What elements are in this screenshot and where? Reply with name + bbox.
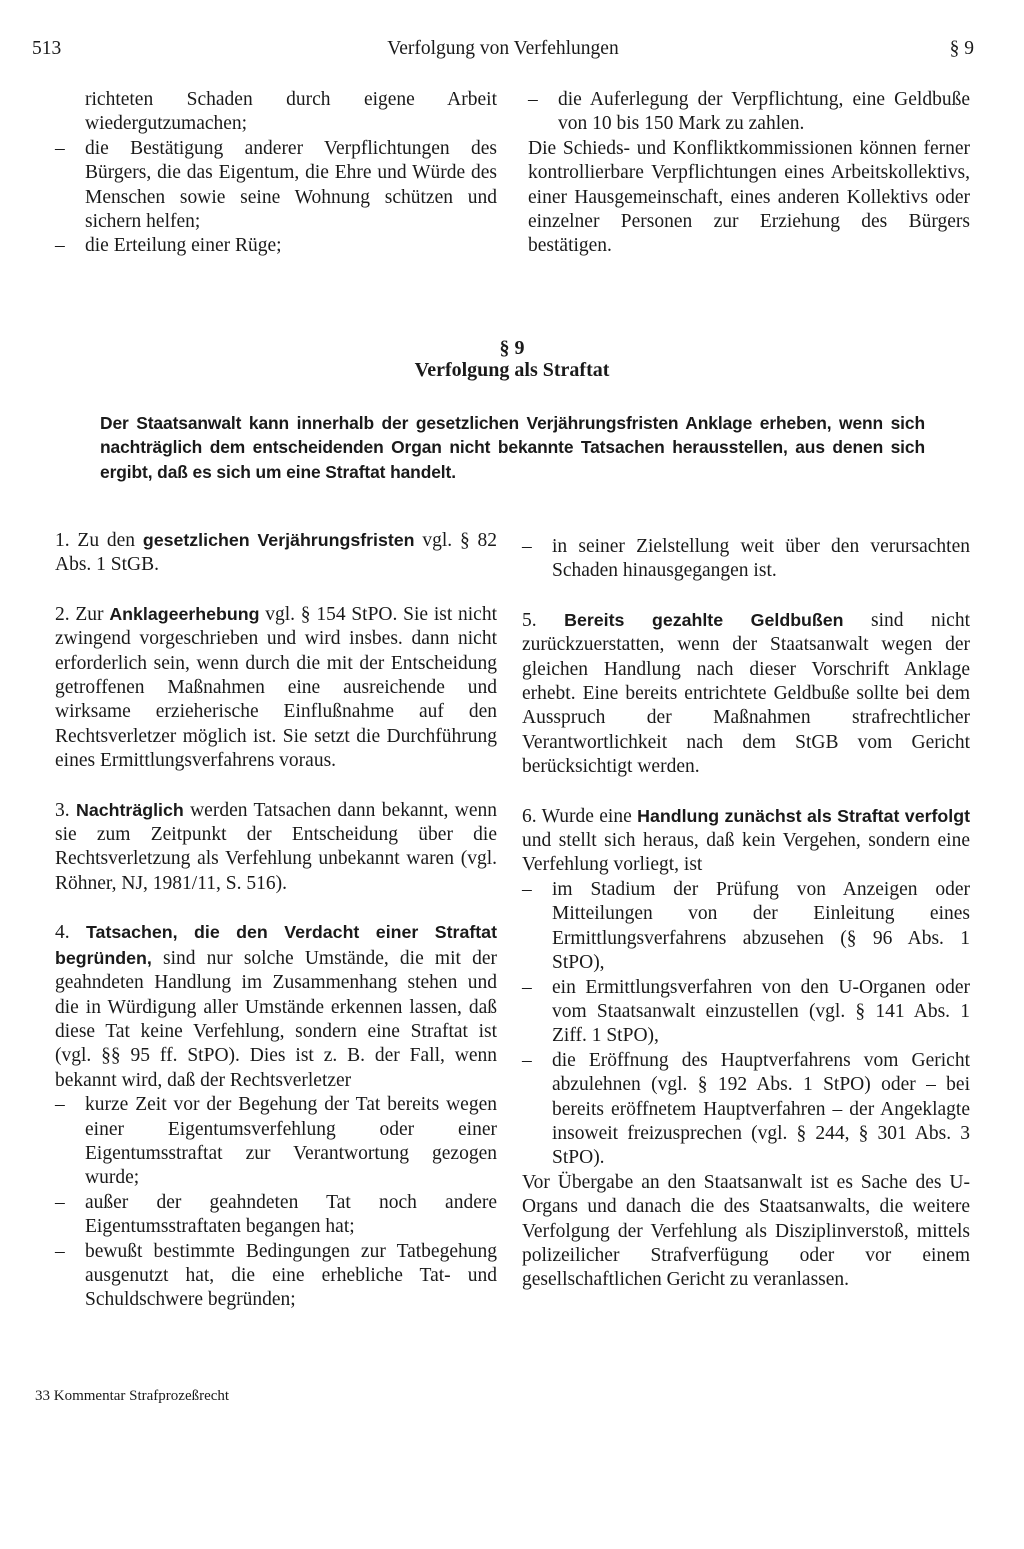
list-item-text: kurze Zeit vor der Begehung der Tat bereits wegen einer Eigentumsverfehlung oder einer Eigentumsstraftat zur Verantwortung gezogen wurde; <box>85 1094 497 1189</box>
closing-paragraph: Vor Übergabe an den Staatsanwalt ist es Sache des U-Organs und danach die des Staatsanwalts, die weitere Verfolgung der Verfehlung als Disziplinverstoß, mittels polizeilicher Strafverfügung oder vor einem gesellschaftlichen Gericht zu veranlassen. <box>522 1171 970 1291</box>
list-item-text: die Erteilung einer Rüge; <box>85 235 282 257</box>
list-item <box>55 234 497 258</box>
list-item <box>55 137 497 235</box>
dash-marker: – <box>55 1240 65 1262</box>
list-item-text: ein Ermittlungsverfahren von den U-Organen oder vom Staatsanwalt einzustellen (vgl. § 141 Abs. 1 Ziff. 1 StPO), <box>552 976 970 1047</box>
continuation-text: richteten Schaden durch eigene Arbeit wiedergutzumachen; <box>85 89 497 135</box>
running-title: Verfolgung von Verfehlungen <box>387 38 619 59</box>
note-1: 1. Zu den gesetzlichen Verjährungsfristen vgl. § 82 Abs. 1 StGB. <box>55 530 497 576</box>
list-item <box>522 878 970 976</box>
dash-marker: – <box>55 137 65 159</box>
list-item <box>55 1240 497 1313</box>
dash-marker: – <box>522 878 532 900</box>
running-section: § 9 <box>949 38 974 59</box>
dash-marker: – <box>522 1049 532 1071</box>
list-item <box>522 976 970 1049</box>
list-item <box>522 535 970 584</box>
paragraph: Die Schieds- und Konfliktkommissionen können ferner kontrollierbare Verpflichtungen eines Arbeitskollektivs, einer Hausgemeinschaft, eines anderen Kollektivs oder einzelner Personen zur Erziehung des Bürgers bestätigen. <box>528 137 970 257</box>
commentary-right-column <box>522 535 970 1293</box>
note-6: 6. Wurde eine Handlung zunächst als Straftat verfolgt und stellt sich heraus, daß kein Vergehen, sondern eine Verfehlung vorliegt, ist <box>522 805 971 876</box>
note-5: 5. Bereits gezahlte Geldbußen sind nicht zurückzuerstatten, wenn der Staatsanwalt wegen der gleichen Handlung nach dieser Vorschrift Anklage erhebt. Eine bereits entrichtete Geldbuße sollte bei dem Ausspruch der Maßnahmen strafrechtlicher Verantwortlichkeit nach dem StGB vom Gericht berücksichtigt werden. <box>522 609 971 778</box>
footer-note: 33 Kommentar Strafprozeßrecht <box>35 1388 230 1404</box>
running-header <box>32 38 974 66</box>
page-number: 513 <box>32 38 62 59</box>
list-item-text: in seiner Zielstellung weit über den verursachten Schaden hinausgegangen ist. <box>552 536 970 582</box>
note-4: 4. Tatsachen, die den Verdacht einer Straftat begründen, sind nur solche Umstände, die mit der geahndeten Handlung im Zusammenhang stehen und die in Würdigung aller Umstände erkennen lassen, daß diese Tat keine Verfehlung, sondern eine Straftat ist (vgl. §§ 95 ff. StPO). Dies ist z. B. der Fall, wenn bekannt wird, daß der Rechtsverletzer <box>55 922 497 1091</box>
dash-marker: – <box>55 1191 65 1213</box>
section-number: § 9 <box>499 337 525 359</box>
dash-marker: – <box>528 89 538 110</box>
dash-marker: – <box>522 536 532 557</box>
list-item-text: die Auferlegung der Verpflichtung, eine Geldbuße von 10 bis 150 Mark zu zahlen. <box>558 89 970 135</box>
dash-marker: – <box>55 1094 65 1116</box>
list-item-text: im Stadium der Prüfung von Anzeigen oder Mitteilungen von der Einleitung eines Ermittlungsverfahrens abzusehen (§ 96 Abs. 1 StPO), <box>552 878 970 974</box>
list-item-text: die Bestätigung anderer Verpflichtungen des Bürgers, die das Eigentum, die Ehre und Würde des Menschen sowie seine Wohnung schützen und sichern helfen; <box>85 137 497 233</box>
dash-marker: – <box>55 235 65 257</box>
list-item-text: außer der geahndeten Tat noch andere Eigentumsstraftaten begangen hat; <box>85 1191 497 1238</box>
section-title: Verfolgung als Straftat <box>414 359 610 381</box>
list-item-text: bewußt bestimmte Bedingungen zur Tatbegehung ausgenutzt hat, die eine erhebliche Tat- und Schuldschwere begründen; <box>85 1240 497 1311</box>
note-2: 2. Zur Anklageerhebung vgl. § 154 StPO. Sie ist nicht zwingend vorgeschrieben und wird insbes. dann nicht erforderlich sein, wenn durch die mit der Entscheidung getroffenen Maßnahmen eine ausreichende und wirksame erzieherische Einflußnahme auf den Rechtsverletzer möglich ist. Sie setzt die Durchführung eines Ermittlungsverfahrens voraus. <box>55 603 498 772</box>
note-3: 3. Nachträglich werden Tatsachen dann bekannt, wenn sie zum Zeitpunkt der Entscheidung über die Rechtsverletzung als Verfehlung unbekannt waren (vgl. Röhner, NJ, 1981/11, S. 516). <box>55 799 497 894</box>
statute-text: Der Staatsanwalt kann innerhalb der gesetzlichen Verjährungsfristen Anklage erheben, wenn sich nachträglich dem entscheidenden Organ nicht bekannte Tatsachen herausstellen, aus denen sich ergibt, daß es sich um eine Straftat handelt. <box>100 413 925 482</box>
dash-marker: – <box>522 976 532 998</box>
top-left-column <box>55 88 497 259</box>
list-item <box>528 88 970 137</box>
list-item <box>55 1191 497 1240</box>
list-item <box>55 1093 497 1191</box>
list-item <box>522 1049 970 1171</box>
list-item-text: die Eröffnung des Hauptverfahrens vom Gericht abzulehnen (vgl. § 192 Abs. 1 StPO) oder – bei bereits eröffnetem Hauptverfahren – der Angeklagte insoweit freizusprechen (vgl. § 244, § 301 Abs. 3 StPO). <box>552 1049 970 1169</box>
top-right-column <box>528 88 970 259</box>
commentary-left-column <box>55 528 497 1313</box>
